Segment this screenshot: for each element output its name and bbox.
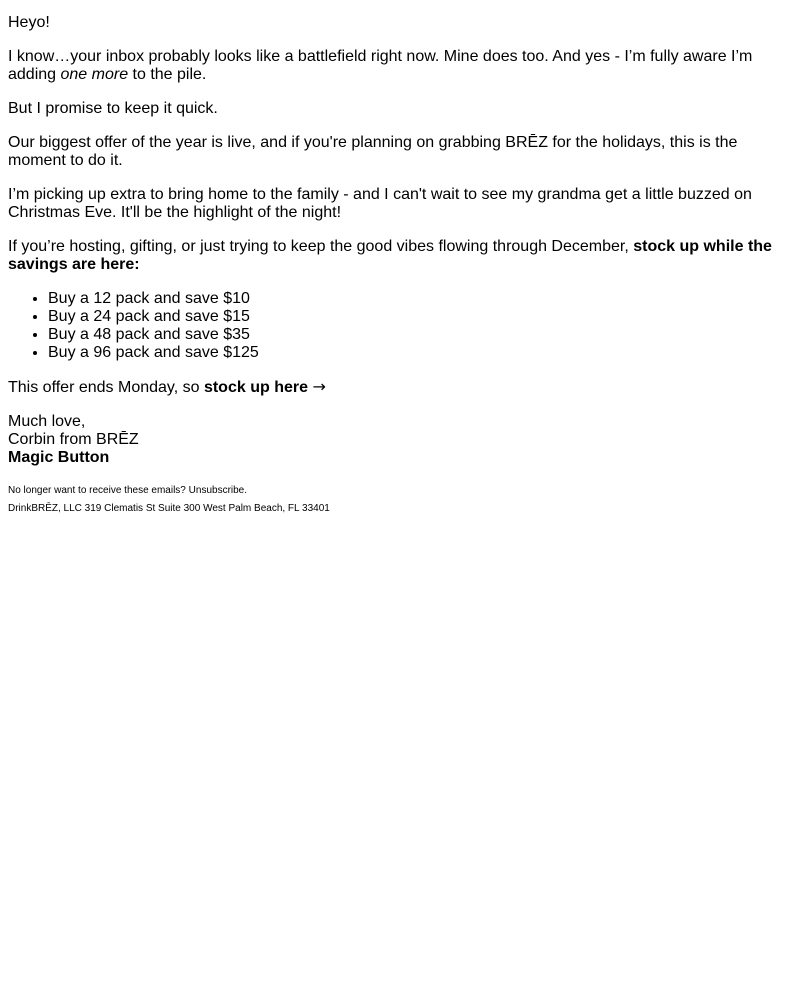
family-paragraph: I’m picking up extra to bring home to the family - and I can't wait to see my grandma get a little buzzed on Christmas Eve. It'll be the highlight of the night! [8, 186, 752, 221]
intro-paragraph [8, 48, 792, 84]
offer-paragraph: Our biggest offer of the year is live, and if you're planning on grabbing BRĒZ for the holidays, this is the moment to do it. [8, 134, 738, 169]
signoff: Much love, [8, 413, 86, 430]
promise-paragraph: But I promise to keep it quick. [8, 100, 218, 117]
savings-emphasis: stock up while the savings are here: [8, 238, 772, 273]
email-footer [8, 485, 792, 515]
savings-paragraph [8, 238, 792, 274]
intro-text-end: to the pile. [128, 66, 207, 83]
signature [8, 413, 792, 467]
company-address: DrinkBRĒZ, LLC 319 Clematis St Suite 300 West Palm Beach, FL 33401 [8, 503, 330, 514]
sender-name: Corbin from BRĒZ [8, 431, 139, 448]
offer-list [8, 290, 792, 362]
offer-item-12-pack: • Buy a 12 pack and save $10 [48, 290, 792, 308]
unsubscribe-prefix: No longer want to receive these emails? [8, 485, 189, 496]
intro-text-start: I know…your inbox probably looks like a battlefield right now. Mine does too. And yes - I’m fully aware I’m adding [8, 48, 753, 83]
offer-item-24-pack: • Buy a 24 pack and save $15 [48, 308, 792, 326]
greeting: Heyo! [8, 14, 50, 31]
offer-item-96-pack: • Buy a 96 pack and save $125 [48, 344, 792, 362]
unsubscribe-line [8, 485, 792, 497]
unsubscribe-link[interactable]: Unsubscribe [188, 485, 245, 496]
arrow-right-icon: → [312, 377, 326, 396]
closing-text: This offer ends Monday, so [8, 379, 204, 396]
magic-button[interactable]: Magic Button [8, 449, 110, 466]
intro-emphasis: one more [60, 66, 129, 83]
offer-item-48-pack: • Buy a 48 pack and save $35 [48, 326, 792, 344]
unsubscribe-suffix: . [244, 485, 248, 496]
stock-up-link-label: stock up here [203, 379, 308, 396]
savings-text: If you’re hosting, gifting, or just trying to keep the good vibes flowing through December, [8, 238, 634, 255]
stock-up-link[interactable] [204, 379, 308, 396]
closing-paragraph [8, 378, 792, 397]
